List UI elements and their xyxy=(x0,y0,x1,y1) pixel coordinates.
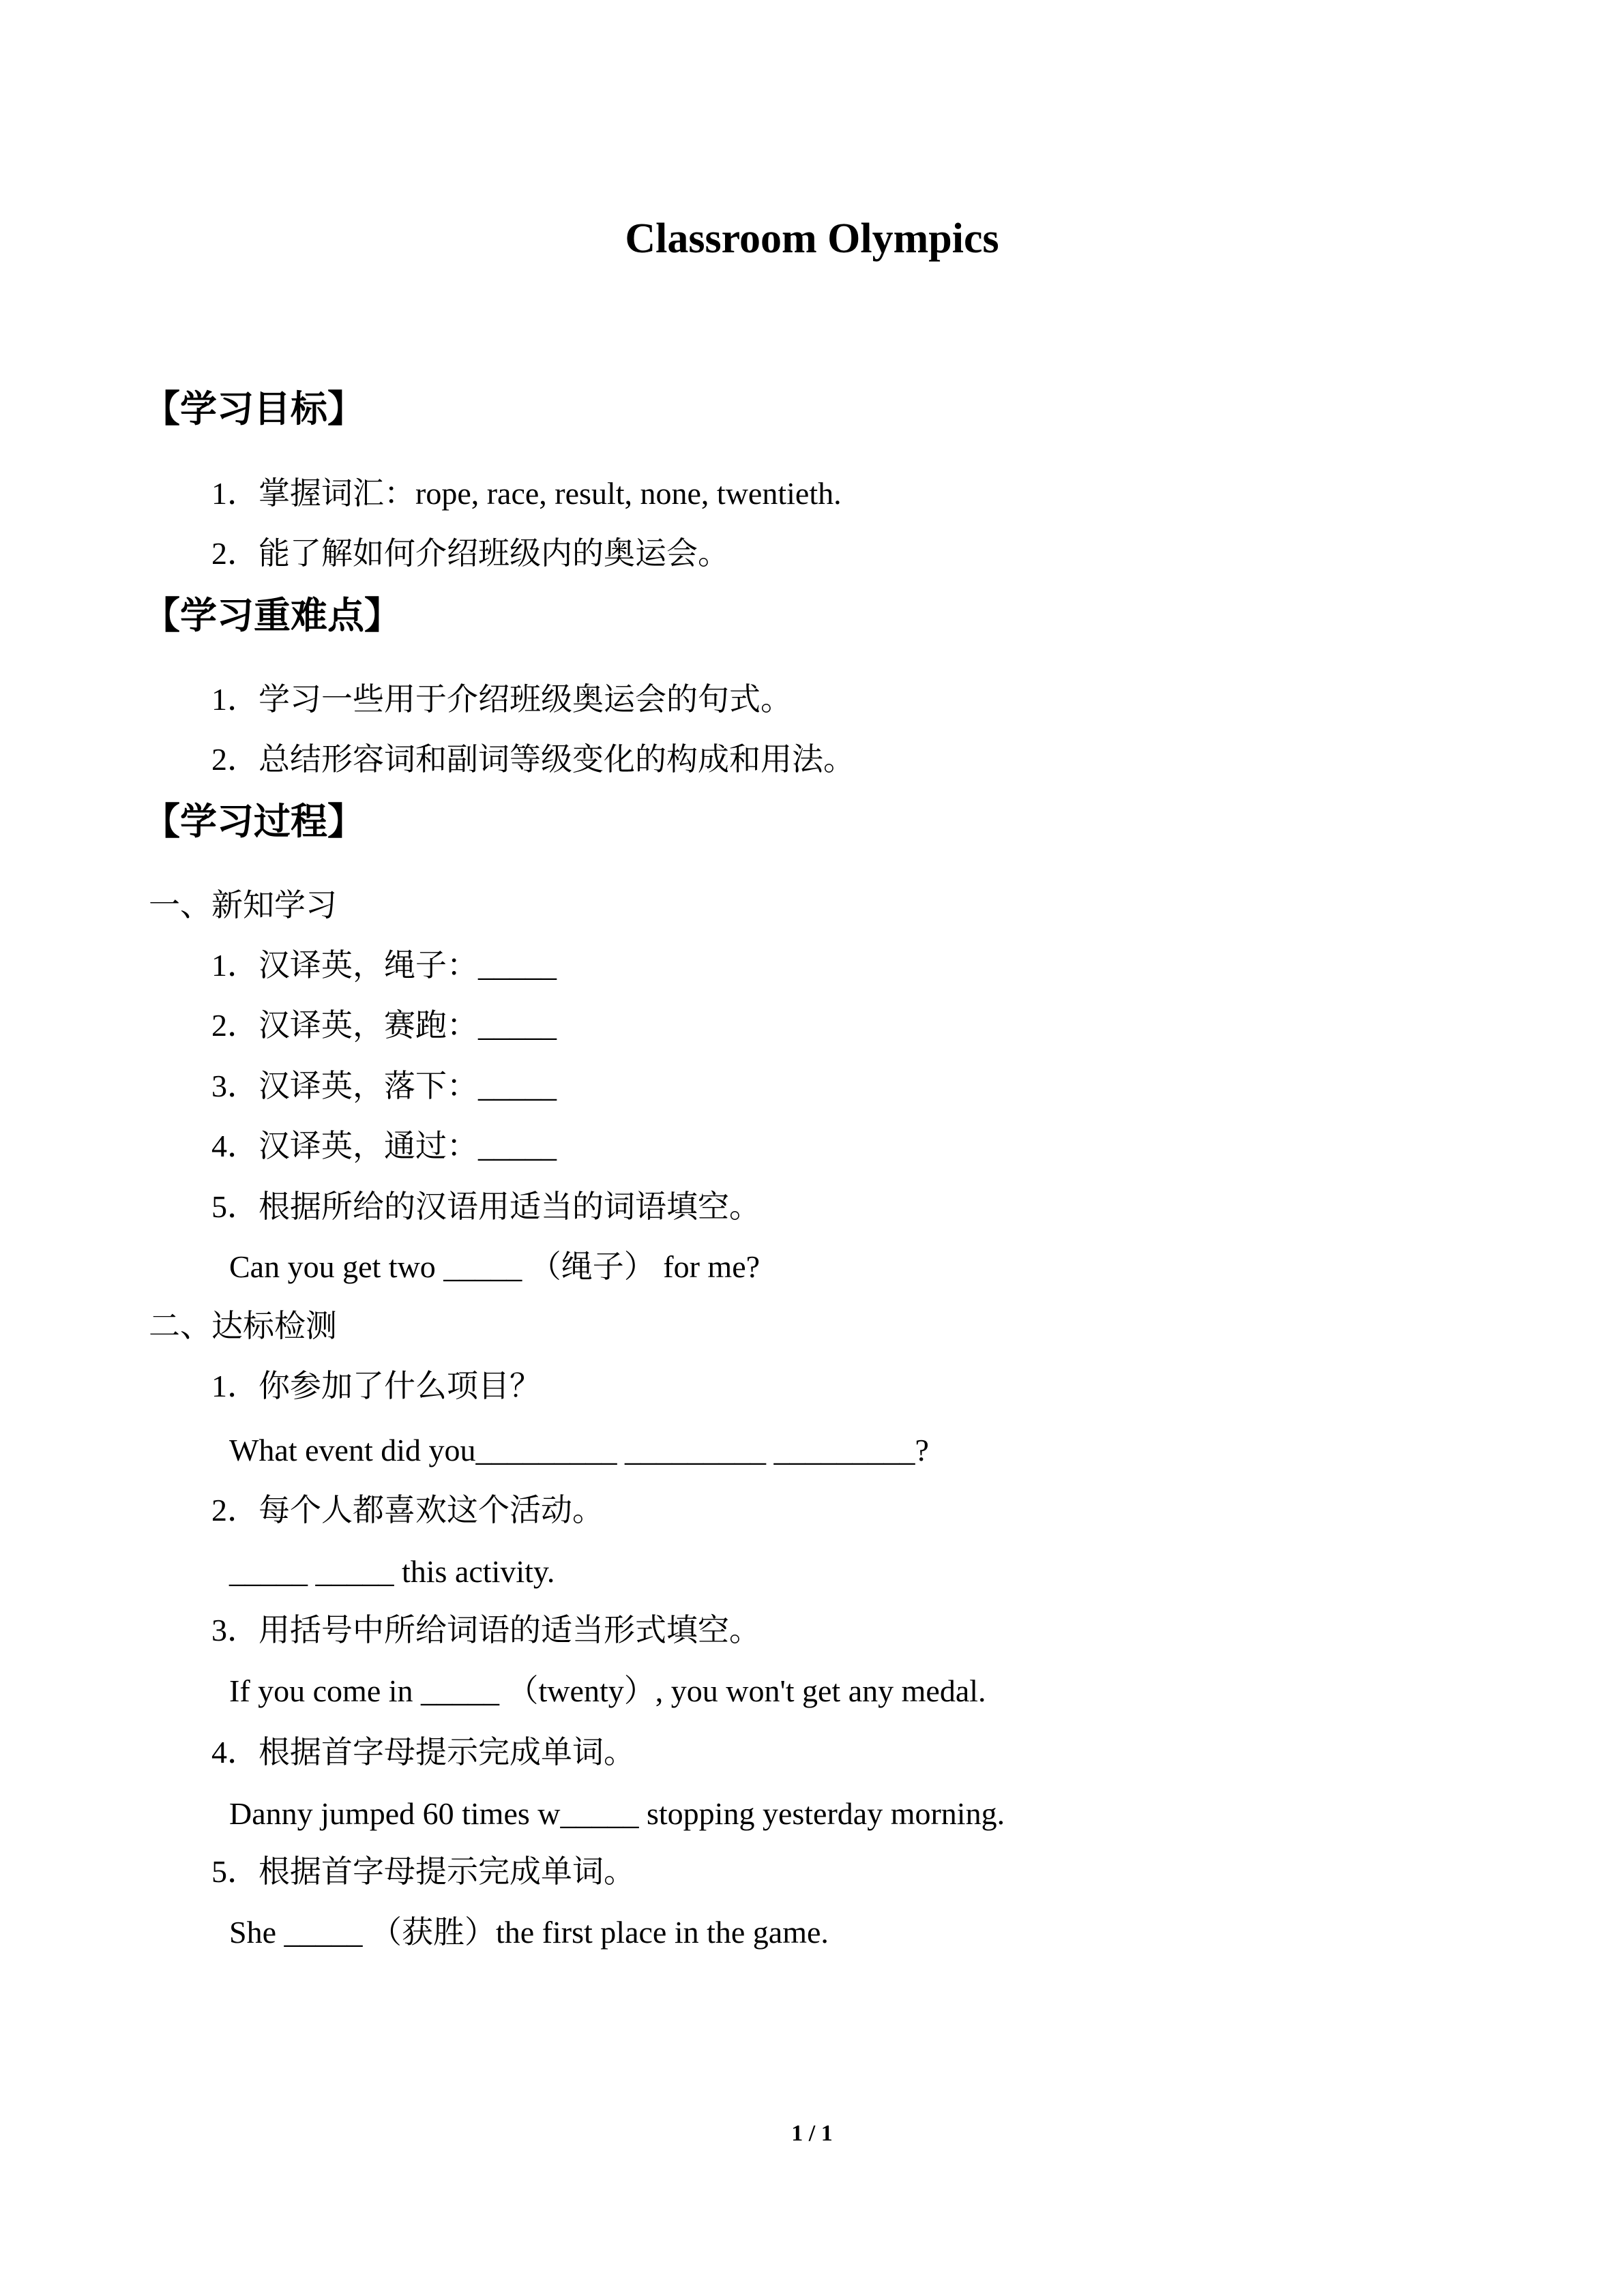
test-question: 4．根据首字母提示完成单词。 xyxy=(211,1735,635,1770)
heading-objectives: 【学习目标】 xyxy=(143,387,364,430)
test-question: 2．每个人都喜欢这个活动。 xyxy=(211,1493,604,1527)
objective-item: 2．能了解如何介绍班级内的奥运会。 xyxy=(211,536,729,571)
exercise-item: 5．根据所给的汉语用适当的词语填空。 xyxy=(211,1189,761,1224)
key-point-item: 1．学习一些用于介绍班级奥运会的句式。 xyxy=(211,682,792,717)
test-question: 1．你参加了什么项目？ xyxy=(211,1369,541,1403)
part2-label: 二、达标检测 xyxy=(149,1309,337,1343)
objective-item: 1．掌握词汇：rope, race, result, none, twentieth. xyxy=(211,476,842,511)
heading-process: 【学习过程】 xyxy=(143,800,364,843)
test-question: 3．用括号中所给词语的适当形式填空。 xyxy=(211,1613,761,1648)
key-point-item: 2．总结形容词和副词等级变化的构成和用法。 xyxy=(211,742,855,777)
test-answer-line: What event did you_________ _________ _________? xyxy=(229,1433,929,1467)
document-title: Classroom Olympics xyxy=(625,215,999,262)
test-answer-line: _____ _____ this activity. xyxy=(229,1554,555,1589)
test-answer-line: If you come in _____ （twenty）, you won't get any medal. xyxy=(229,1673,986,1708)
exercise-item: 4．汉译英，通过：_____ xyxy=(211,1129,557,1163)
part1-label: 一、新知学习 xyxy=(149,888,337,923)
exercise-sentence: Can you get two _____ （绳子） for me? xyxy=(229,1249,761,1284)
heading-key-points: 【学习重难点】 xyxy=(143,594,401,637)
exercise-item: 1．汉译英，绳子：_____ xyxy=(211,948,557,983)
exercise-item: 2．汉译英，赛跑：_____ xyxy=(211,1008,557,1043)
test-question: 5．根据首字母提示完成单词。 xyxy=(211,1854,635,1889)
exercise-item: 3．汉译英，落下：_____ xyxy=(211,1069,557,1103)
page-number: 1 / 1 xyxy=(791,2121,833,2146)
test-answer-line: She _____ （获胜）the first place in the game. xyxy=(229,1915,829,1950)
test-answer-line: Danny jumped 60 times w_____ stopping yesterday morning. xyxy=(229,1796,1005,1831)
